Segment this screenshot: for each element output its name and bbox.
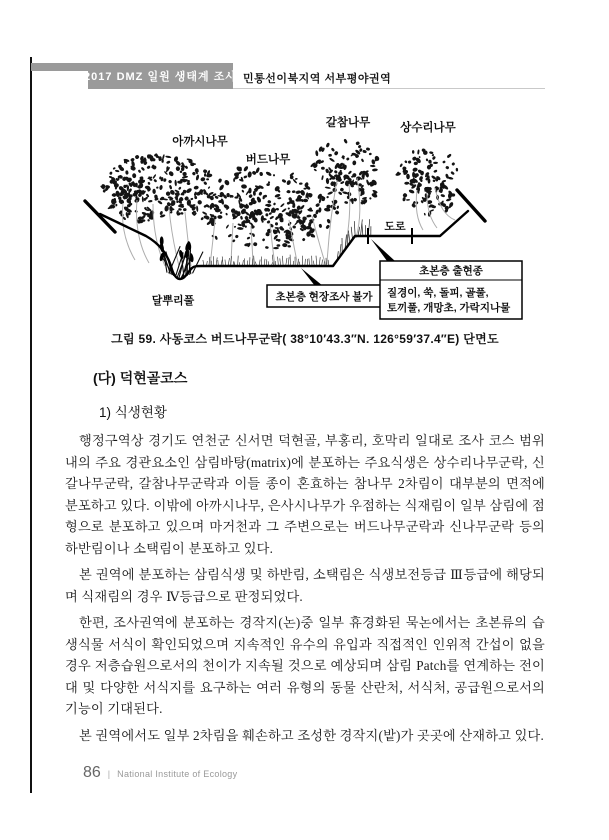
section-heading: (다) 덕현골코스 <box>93 370 188 386</box>
header-subtitle: 민통선이북지역 서부평야권역 <box>243 73 392 85</box>
page-number: 86 <box>83 764 101 781</box>
figure-caption: 그림 59. 사동코스 버드나무군락( 38°10′43.3″N. 126°59′37.4″E) 단면도 <box>111 332 499 346</box>
label-grass: 달뿌리풀 <box>151 295 195 307</box>
subsection-heading: 1) 식생현황 <box>99 405 167 420</box>
page-margin-rule <box>30 57 32 793</box>
paragraph-1: 행정구역상 경기도 연천군 신서면 덕현골, 부홍리, 호막리 일대로 조사 코스 범위 내의 주요 경관요소인 삼림바탕(matrix)에 분포하는 주요식생은 상수리나무군락, 신갈나무군락, 갈참나무군락과 이들 종이 혼효하는 참나무 2차림이 대부분의 면적에 분포하고 있다. 이밖에 아까시나무, 은사시나무가 우점하는 식재림이 일부 삼림에 점형으로 분포하고 있으며 마거천과 그 주변으로는 버드나무군락과 신나무군락 등의 하반림이나 소택림이 분포하고 있다. <box>65 433 545 556</box>
paragraph-4: 본 권역에서도 일부 2차림을 훼손하고 조성한 경작지(밭)가 곳곳에 산재하고 있다. <box>79 727 544 743</box>
header-title-box <box>84 63 237 89</box>
paragraph-2: 본 권역에 분포하는 삼림식생 및 하반림, 소택림은 식생보전등급 Ⅲ등급에 해당되며 식재림의 경우 Ⅳ등급으로 판정되었다. <box>65 567 545 604</box>
label-acacia: 아까시나무 <box>172 136 228 148</box>
cross-section-diagram <box>65 108 545 323</box>
label-oak-sangsuri: 상수리나무 <box>400 122 456 134</box>
page-footer <box>83 764 237 782</box>
body-content <box>65 368 545 751</box>
survey-note-text: 초본층 현장조사 불가 <box>275 291 373 303</box>
institute-name: National Institute of Ecology <box>117 769 238 779</box>
species-box-line1: 질경이, 쑥, 돌피, 골풀, <box>387 287 489 299</box>
footer-separator: | <box>107 769 111 779</box>
species-box-title: 초본층 출현종 <box>419 265 483 277</box>
label-road: 도로 <box>384 221 406 233</box>
header-title: 2017 DMZ 일원 생태계 조사 <box>84 71 237 83</box>
survey-box-callout <box>301 268 323 286</box>
species-box-line2: 토끼풀, 개망초, 가락지나물 <box>387 302 511 314</box>
header-rule <box>233 88 545 89</box>
cross-section-figure <box>65 108 545 347</box>
paragraph-3: 한편, 조사권역에 분포하는 경작지(논)중 일부 휴경화된 묵논에서는 초본류의 습생식물 서식이 확인되었으며 지속적인 유수의 유입과 직접적인 인위적 간섭이 없을 경우 저층습원으로서의 천이가 지속될 것으로 예상되며 삼림 Patch를 연계하는 전이대 및 다양한 서식지를 요구하는 여러 유형의 동물 산란처, 서식처, 공급원으로서의 기능이 기대된다. <box>65 615 545 716</box>
species-box-callout <box>371 239 395 261</box>
label-oak-galcham: 갈참나무 <box>325 117 371 129</box>
label-willow: 버드나무 <box>245 154 291 166</box>
